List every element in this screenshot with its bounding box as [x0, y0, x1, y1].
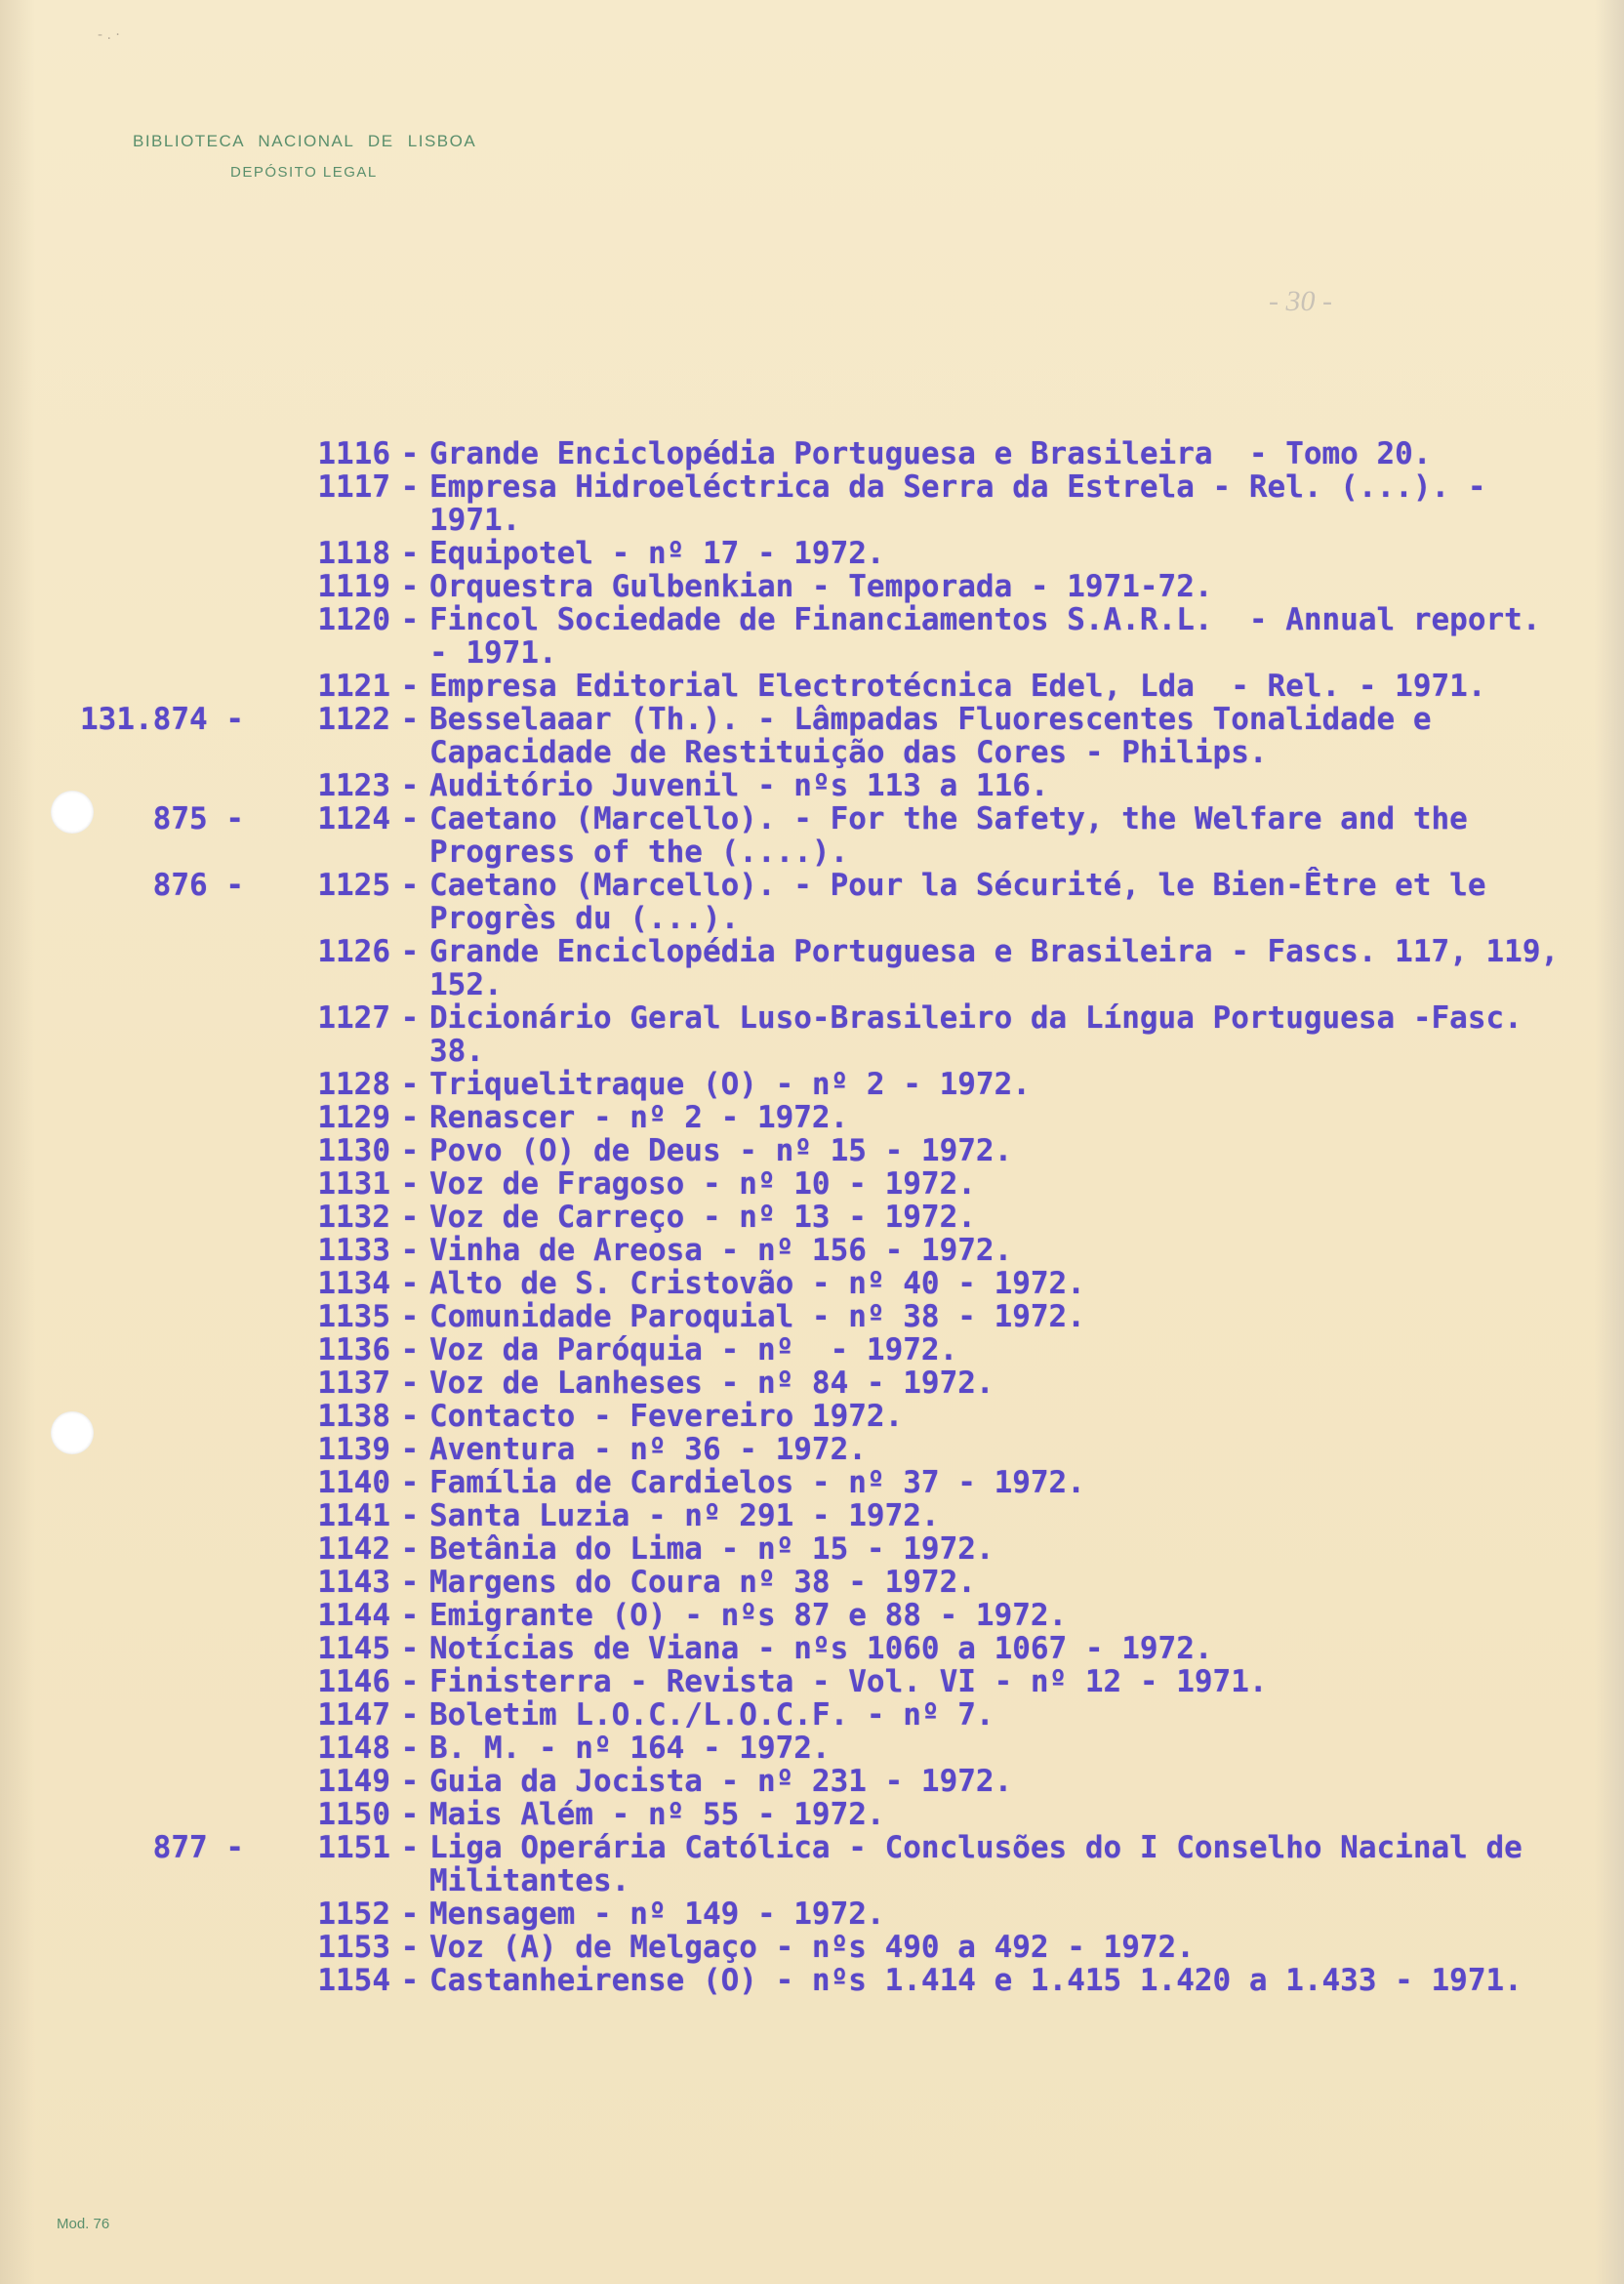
- entry-row: [0, 869, 1624, 935]
- entry-text: Voz de Lanheses - nº 84 - 1972.: [429, 1366, 995, 1401]
- entry-dash: -: [400, 1697, 420, 1733]
- entry-number: 1124: [317, 801, 390, 836]
- entry-text: Santa Luzia - nº 291 - 1972.: [429, 1498, 940, 1533]
- entry-text: Betânia do Lima - nº 15 - 1972.: [429, 1531, 995, 1567]
- entry-row: [0, 1234, 1624, 1267]
- entry-text: Dicionário Geral Luso-Brasileiro da Língua Portuguesa -Fasc. 38.: [429, 1000, 1541, 1069]
- entry-dash: -: [400, 1465, 420, 1500]
- entry-number: 1121: [317, 669, 390, 704]
- entry-classification: 131.874 -: [80, 702, 244, 737]
- entry-row: [0, 1466, 1624, 1499]
- entry-dash: -: [400, 1498, 420, 1533]
- entry-dash: -: [400, 1200, 420, 1235]
- entry-text: Povo (O) de Deus - nº 15 - 1972.: [429, 1133, 1013, 1168]
- entry-row: [0, 1366, 1624, 1400]
- entry-text: Voz (A) de Melgaço - nºs 490 a 492 - 1972.: [429, 1930, 1195, 1965]
- entry-row: [0, 1134, 1624, 1167]
- entry-row: [0, 1566, 1624, 1599]
- entry-dash: -: [400, 1598, 420, 1633]
- entry-number: 1152: [317, 1897, 390, 1932]
- entry-text: Triquelitraque (O) - nº 2 - 1972.: [429, 1067, 1031, 1102]
- entry-dash: -: [400, 1565, 420, 1600]
- entry-number: 1135: [317, 1299, 390, 1334]
- entry-row: [0, 1964, 1624, 1997]
- entry-dash: -: [400, 1631, 420, 1666]
- entry-text: Mensagem - nº 149 - 1972.: [429, 1897, 885, 1932]
- entry-dash: -: [400, 1133, 420, 1168]
- entry-text: Grande Enciclopédia Portuguesa e Brasileira - Fascs. 117, 119, 152.: [429, 934, 1577, 1002]
- entry-number: 1154: [317, 1963, 390, 1998]
- entry-number: 1137: [317, 1366, 390, 1401]
- entry-text: Liga Operária Católica - Conclusões do I Conselho Nacinal de Militantes.: [429, 1830, 1541, 1898]
- entry-row: [0, 1499, 1624, 1532]
- entry-dash: -: [400, 1266, 420, 1301]
- entry-row: [0, 1798, 1624, 1831]
- entry-text: Mais Além - nº 55 - 1972.: [429, 1797, 885, 1832]
- entry-number: 1140: [317, 1465, 390, 1500]
- entry-dash: -: [400, 934, 420, 969]
- entry-row: [0, 1068, 1624, 1101]
- entry-number: 1132: [317, 1200, 390, 1235]
- entry-row: [0, 570, 1624, 603]
- entry-dash: -: [400, 602, 420, 637]
- deposit-entry-list: [0, 437, 1624, 1997]
- entry-row: [0, 1897, 1624, 1931]
- entry-row: [0, 1732, 1624, 1765]
- entry-dash: -: [400, 669, 420, 704]
- entry-number: 1119: [317, 569, 390, 604]
- page-number: - 30 -: [1269, 285, 1332, 317]
- entry-text: Fincol Sociedade de Financiamentos S.A.R.L. - Annual report. - 1971.: [429, 602, 1560, 671]
- entry-text: Orquestra Gulbenkian - Temporada - 1971-72.: [429, 569, 1213, 604]
- entry-row: [0, 1267, 1624, 1300]
- entry-number: 1126: [317, 934, 390, 969]
- entry-dash: -: [400, 1764, 420, 1799]
- entry-number: 1131: [317, 1166, 390, 1202]
- entry-text: Voz da Paróquia - nº - 1972.: [429, 1332, 958, 1367]
- entry-dash: -: [400, 1731, 420, 1766]
- entry-text: Família de Cardielos - nº 37 - 1972.: [429, 1465, 1085, 1500]
- entry-text: Alto de S. Cristovão - nº 40 - 1972.: [429, 1266, 1085, 1301]
- entry-dash: -: [400, 1399, 420, 1434]
- entry-row: [0, 1599, 1624, 1632]
- entry-row: [0, 769, 1624, 802]
- entry-row: [0, 670, 1624, 703]
- entry-number: 1148: [317, 1731, 390, 1766]
- entry-number: 1125: [317, 868, 390, 903]
- entry-text: Castanheirense (O) - nºs 1.414 e 1.415 1.420 a 1.433 - 1971.: [429, 1963, 1522, 1998]
- entry-number: 1141: [317, 1498, 390, 1533]
- entry-dash: -: [400, 436, 420, 471]
- entry-row: [0, 935, 1624, 1001]
- entry-text: Besselaaar (Th.). - Lâmpadas Fluorescentes Tonalidade e Capacidade de Restituição das Cores - Philips.: [429, 702, 1450, 770]
- entry-row: [0, 1167, 1624, 1201]
- entry-dash: -: [400, 1930, 420, 1965]
- entry-text: Auditório Juvenil - nºs 113 a 116.: [429, 768, 1049, 803]
- entry-text: Equipotel - nº 17 - 1972.: [429, 536, 885, 571]
- entry-dash: -: [400, 1432, 420, 1467]
- entry-row: [0, 1698, 1624, 1732]
- entry-text: B. M. - nº 164 - 1972.: [429, 1731, 831, 1766]
- entry-text: Voz de Fragoso - nº 10 - 1972.: [429, 1166, 976, 1202]
- letterhead-institution: BIBLIOTECA NACIONAL DE LISBOA: [133, 132, 477, 150]
- entry-dash: -: [400, 768, 420, 803]
- entry-dash: -: [400, 1897, 420, 1932]
- entry-number: 1127: [317, 1000, 390, 1036]
- entry-number: 1142: [317, 1531, 390, 1567]
- entry-dash: -: [400, 569, 420, 604]
- entry-row: [0, 537, 1624, 570]
- entry-dash: -: [400, 1664, 420, 1699]
- entry-dash: -: [400, 868, 420, 903]
- entry-number: 1143: [317, 1565, 390, 1600]
- entry-dash: -: [400, 1166, 420, 1202]
- entry-number: 1151: [317, 1830, 390, 1865]
- entry-number: 1116: [317, 436, 390, 471]
- entry-number: 1134: [317, 1266, 390, 1301]
- entry-text: Contacto - Fevereiro 1972.: [429, 1399, 904, 1434]
- entry-dash: -: [400, 1830, 420, 1865]
- entry-number: 1153: [317, 1930, 390, 1965]
- entry-dash: -: [400, 1100, 420, 1135]
- entry-row: [0, 703, 1624, 769]
- form-code: Mod. 76: [57, 2216, 110, 2232]
- entry-number: 1147: [317, 1697, 390, 1733]
- entry-row: [0, 1101, 1624, 1134]
- entry-row: [0, 1300, 1624, 1333]
- entry-text: Empresa Editorial Electrotécnica Edel, Lda - Rel. - 1971.: [429, 669, 1486, 704]
- entry-text: Guia da Jocista - nº 231 - 1972.: [429, 1764, 1013, 1799]
- entry-dash: -: [400, 1797, 420, 1832]
- entry-dash: -: [400, 469, 420, 505]
- entry-number: 1130: [317, 1133, 390, 1168]
- entry-dash: -: [400, 801, 420, 836]
- entry-text: Empresa Hidroeléctrica da Serra da Estrela - Rel. (...). - 1971.: [429, 469, 1505, 538]
- entry-row: [0, 1765, 1624, 1798]
- entry-dash: -: [400, 1332, 420, 1367]
- entry-number: 1120: [317, 602, 390, 637]
- entry-dash: -: [400, 702, 420, 737]
- entry-row: [0, 1831, 1624, 1897]
- entry-text: Caetano (Marcello). - Pour la Sécurité, le Bien-Être et le Progrès du (...).: [429, 868, 1505, 936]
- entry-dash: -: [400, 1299, 420, 1334]
- entry-text: Voz de Carreço - nº 13 - 1972.: [429, 1200, 976, 1235]
- entry-text: Vinha de Areosa - nº 156 - 1972.: [429, 1233, 1013, 1268]
- entry-number: 1138: [317, 1399, 390, 1434]
- entry-dash: -: [400, 1963, 420, 1998]
- entry-dash: -: [400, 1000, 420, 1036]
- entry-row: [0, 802, 1624, 869]
- entry-text: Emigrante (O) - nºs 87 e 88 - 1972.: [429, 1598, 1068, 1633]
- entry-text: Grande Enciclopédia Portuguesa e Brasileira - Tomo 20.: [429, 436, 1432, 471]
- entry-number: 1136: [317, 1332, 390, 1367]
- entry-row: [0, 1931, 1624, 1964]
- entry-number: 1133: [317, 1233, 390, 1268]
- letterhead-department: DEPÓSITO LEGAL: [230, 164, 378, 181]
- entry-number: 1145: [317, 1631, 390, 1666]
- entry-text: Comunidade Paroquial - nº 38 - 1972.: [429, 1299, 1085, 1334]
- entry-dash: -: [400, 1531, 420, 1567]
- entry-row: [0, 1632, 1624, 1665]
- entry-text: Notícias de Viana - nºs 1060 a 1067 - 1972.: [429, 1631, 1213, 1666]
- entry-row: [0, 1433, 1624, 1466]
- entry-row: [0, 1532, 1624, 1566]
- entry-dash: -: [400, 1233, 420, 1268]
- entry-row: [0, 603, 1624, 670]
- entry-text: Finisterra - Revista - Vol. VI - nº 12 - 1971.: [429, 1664, 1268, 1699]
- entry-number: 1139: [317, 1432, 390, 1467]
- entry-number: 1128: [317, 1067, 390, 1102]
- entry-dash: -: [400, 1067, 420, 1102]
- entry-text: Boletim L.O.C./L.O.C.F. - nº 7.: [429, 1697, 995, 1733]
- entry-row: [0, 437, 1624, 470]
- entry-row: [0, 1201, 1624, 1234]
- entry-number: 1144: [317, 1598, 390, 1633]
- entry-number: 1129: [317, 1100, 390, 1135]
- entry-dash: -: [400, 1366, 420, 1401]
- entry-row: [0, 470, 1624, 537]
- entry-number: 1149: [317, 1764, 390, 1799]
- entry-number: 1123: [317, 768, 390, 803]
- entry-number: 1118: [317, 536, 390, 571]
- entry-row: [0, 1333, 1624, 1366]
- entry-classification: 875 -: [152, 801, 244, 836]
- entry-number: 1150: [317, 1797, 390, 1832]
- entry-row: [0, 1001, 1624, 1068]
- corner-marks: - . ·: [98, 27, 120, 43]
- entry-text: Aventura - nº 36 - 1972.: [429, 1432, 867, 1467]
- entry-classification: 877 -: [152, 1830, 244, 1865]
- entry-dash: -: [400, 536, 420, 571]
- entry-row: [0, 1400, 1624, 1433]
- entry-text: Renascer - nº 2 - 1972.: [429, 1100, 849, 1135]
- entry-number: 1146: [317, 1664, 390, 1699]
- entry-row: [0, 1665, 1624, 1698]
- entry-number: 1117: [317, 469, 390, 505]
- entry-number: 1122: [317, 702, 390, 737]
- entry-text: Margens do Coura nº 38 - 1972.: [429, 1565, 976, 1600]
- entry-text: Caetano (Marcello). - For the Safety, the Welfare and the Progress of the (....).: [429, 801, 1486, 870]
- entry-classification: 876 -: [152, 868, 244, 903]
